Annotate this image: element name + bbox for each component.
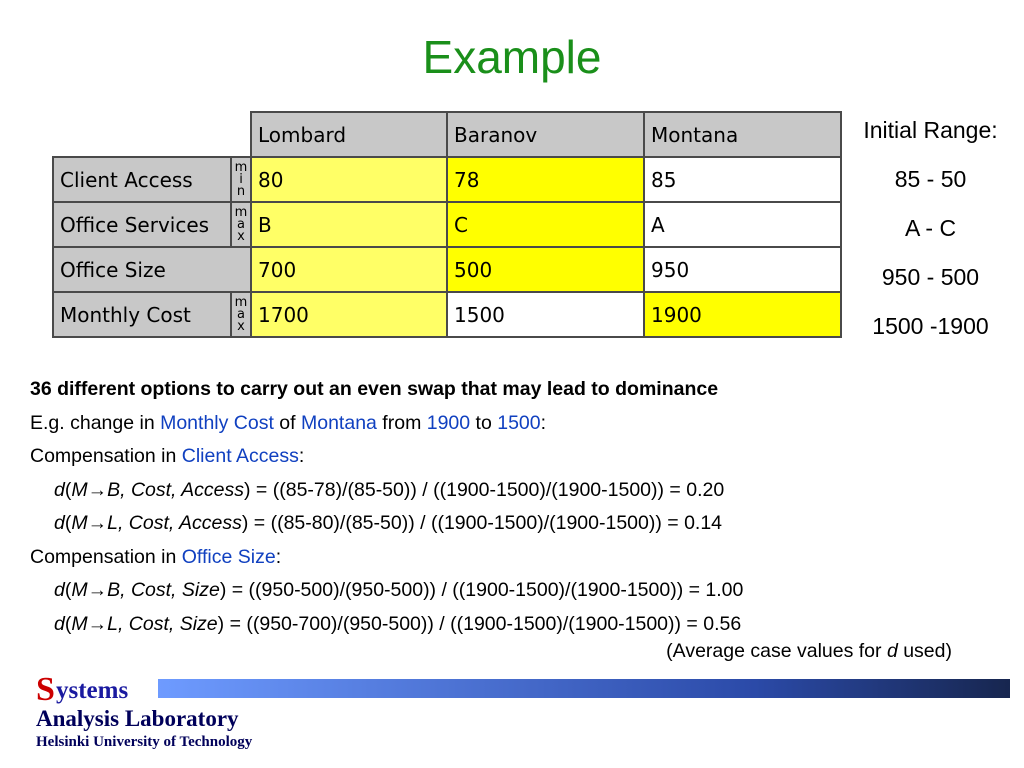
- logo-initial: S: [36, 671, 55, 708]
- decision-table: [52, 111, 842, 338]
- table-row: [53, 202, 841, 247]
- row-label: Client Access: [53, 157, 231, 202]
- university-name: Helsinki University of Technology: [36, 734, 253, 750]
- range-value: 85 - 50: [894, 166, 967, 192]
- table-corner: [231, 112, 251, 157]
- column-header: Montana: [644, 112, 841, 157]
- formula-line: d(M→L, Cost, Size) = ((950-700)/(950-500)) / ((1900-1500)/(1900-1500)) = 0.56: [54, 612, 742, 635]
- table-header-row: [53, 112, 841, 157]
- slide-title: Example: [422, 31, 602, 83]
- headline-text: 36 different options to carry out an even swap that may lead to dominance: [30, 378, 719, 400]
- column-header: Baranov: [447, 112, 644, 157]
- column-header: Lombard: [251, 112, 447, 157]
- table-cell: 85: [644, 157, 841, 202]
- formula-line: d(M→B, Cost, Size) = ((950-500)/(950-500)) / ((1900-1500)/(1900-1500)) = 1.00: [54, 579, 744, 601]
- row-label: Monthly Cost: [53, 292, 231, 337]
- table-cell: 1700: [251, 292, 447, 337]
- table-cell: 1900: [644, 292, 841, 337]
- row-label: Office Services: [53, 202, 231, 247]
- range-value: A - C: [904, 215, 957, 241]
- minmax-indicator: m i n: [231, 157, 251, 202]
- body-line: E.g. change in Monthly Cost of Montana from 1900 to 1500:: [30, 411, 547, 434]
- table-cell: A: [644, 202, 841, 247]
- table-cell: 1500: [447, 292, 644, 337]
- table-cell: 700: [251, 247, 447, 292]
- footer-gradient-bar: [158, 679, 1010, 698]
- table-row: [53, 247, 841, 292]
- table-cell: 950: [644, 247, 841, 292]
- initial-range: [843, 117, 1018, 362]
- table-cell: 500: [447, 247, 644, 292]
- minmax-indicator: m a x: [231, 202, 251, 247]
- range-value: 950 - 500: [881, 264, 980, 290]
- formula-line: d(M→L, Cost, Access) = ((85-80)/(85-50)) / ((1900-1500)/(1900-1500)) = 0.14: [54, 512, 723, 534]
- range-value: 1500 -1900: [872, 313, 989, 339]
- formula-line: d(M→B, Cost, Access) = ((85-78)/(85-50)) / ((1900-1500)/(1900-1500)) = 0.20: [54, 478, 725, 501]
- lab-name: Analysis Laboratory: [36, 706, 239, 731]
- table-corner: [53, 112, 231, 157]
- body-line: Compensation in Client Access:: [30, 445, 305, 467]
- logo-text: ystems: [56, 677, 129, 704]
- row-label: Office Size: [53, 247, 251, 292]
- body-line: Compensation in Office Size:: [30, 545, 282, 568]
- table-cell: B: [251, 202, 447, 247]
- table-cell: C: [447, 202, 644, 247]
- minmax-indicator: m a x: [231, 292, 251, 337]
- table-row: [53, 157, 841, 202]
- table-row: [53, 292, 841, 337]
- range-heading: Initial Range:: [863, 117, 998, 143]
- table-cell: 78: [447, 157, 644, 202]
- footnote: (Average case values for d used): [666, 640, 952, 662]
- slide-body: [30, 373, 743, 641]
- table-cell: 80: [251, 157, 447, 202]
